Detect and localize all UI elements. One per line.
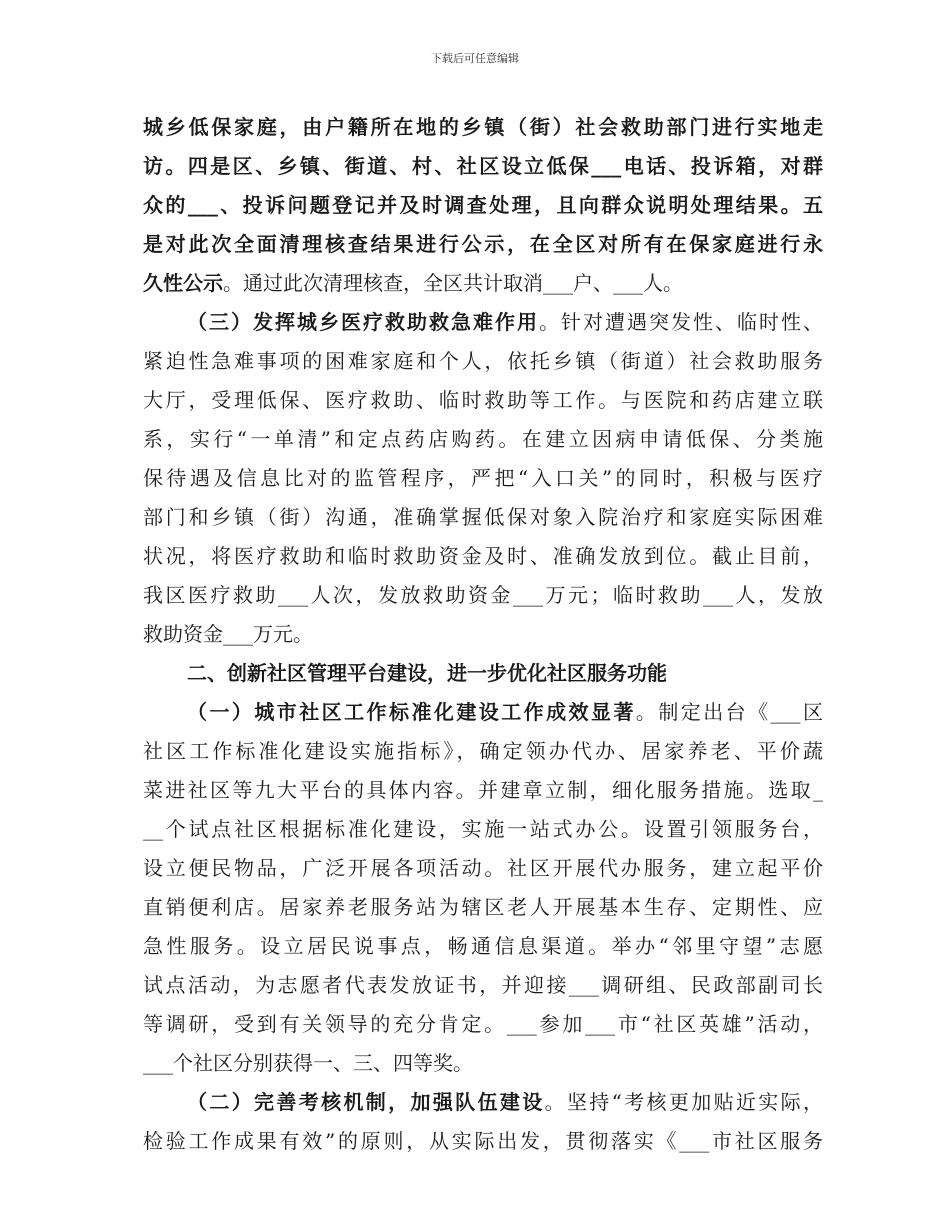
page-header: 下载后可任意编辑 (431, 52, 519, 65)
bold-text: 是对此次全面清理核查结果进行公示，在全区对所有在保家庭进行永 (143, 232, 823, 256)
normal-text: 。通过此次清理核查，全区共计取消___户、___人。 (223, 271, 683, 295)
bold-text: 城乡低保家庭，由户籍所在地的乡镇（街）社会救助部门进行实地走 (143, 115, 823, 139)
text-line (143, 264, 823, 303)
text-line (143, 147, 823, 186)
text-line (143, 615, 823, 654)
normal-text: 状况，将医疗救助和临时救助资金及时、准确发放到位。截止目前， (143, 544, 823, 568)
text-line (143, 537, 823, 576)
normal-text: 。坚持“考核更加贴近实际， (544, 1090, 824, 1114)
normal-text: 我区医疗救助___人次，发放救助资金___万元；临时救助___人，发放 (143, 583, 823, 607)
text-line (143, 732, 823, 771)
bold-text: （二）完善考核机制，加强队伍建设 (187, 1090, 545, 1114)
normal-text: 设立便民物品，广泛开展各项活动。社区开展代办服务，建立起平价 (143, 856, 823, 880)
bold-text: （三）发挥城乡医疗救助救急难作用 (187, 310, 539, 334)
normal-text: 部门和乡镇（街）沟通，准确掌握低保对象入院治疗和家庭实际困难 (143, 505, 823, 529)
text-line (143, 1005, 823, 1044)
normal-text: 等调研，受到有关领导的充分肯定。___参加___市“社区英雄”活动， (143, 1012, 823, 1036)
normal-text: 。制定出台《___区 (635, 700, 824, 724)
text-line (143, 381, 823, 420)
text-line (143, 1044, 823, 1083)
normal-text: 。针对遭遇突发性、临时性、 (539, 310, 823, 334)
text-line (143, 108, 823, 147)
text-line (143, 576, 823, 615)
normal-text: 保待遇及信息比对的监管程序，严把“入口关”的同时，积极与医疗 (143, 466, 823, 490)
text-line (143, 966, 823, 1005)
normal-text: 大厅，受理低保、医疗救助、临时救助等工作。与医院和药店建立联 (143, 388, 823, 412)
text-line (143, 849, 823, 888)
normal-text: ___个社区分别获得一、三、四等奖。 (143, 1051, 473, 1075)
bold-text: 二、创新社区管理平台建设，进一步优化社区服务功能 (187, 661, 667, 685)
text-line (143, 927, 823, 966)
text-line (143, 420, 823, 459)
text-line (143, 1083, 823, 1122)
normal-text: 救助资金___万元。 (143, 622, 313, 646)
normal-text: 检验工作成果有效”的原则，从实际出发，贯彻落实《___市社区服务 (143, 1129, 823, 1153)
document-body (143, 108, 823, 1161)
normal-text: 紧迫性急难事项的困难家庭和个人，依托乡镇（街道）社会救助服务 (143, 349, 823, 373)
text-line (143, 342, 823, 381)
normal-text: __个试点社区根据标准化建设，实施一站式办公。设置引领服务台， (143, 817, 823, 841)
text-line (143, 498, 823, 537)
bold-text: 众的___、投诉问题登记并及时调查处理，且向群众说明处理结果。五 (143, 193, 823, 217)
text-line (143, 459, 823, 498)
bold-text: （一）城市社区工作标准化建设工作成效显著 (187, 700, 636, 724)
normal-text: 菜进社区等九大平台的具体内容。并建章立制，细化服务措施。选取_ (143, 778, 823, 802)
text-line (143, 771, 823, 810)
text-line (143, 225, 823, 264)
normal-text: 直销便利店。居家养老服务站为辖区老人开展基本生存、定期性、应 (143, 895, 823, 919)
normal-text: 急性服务。设立居民说事点，畅通信息渠道。举办“邻里守望”志愿 (143, 934, 823, 958)
normal-text: 系，实行“一单清”和定点药店购药。在建立因病申请低保、分类施 (143, 427, 823, 451)
text-line (143, 186, 823, 225)
normal-text: 试点活动，为志愿者代表发放证书，并迎接___调研组、民政部副司长 (143, 973, 823, 997)
text-line (143, 1122, 823, 1161)
text-line (143, 810, 823, 849)
text-line (143, 303, 823, 342)
bold-text: 久性公示 (143, 271, 223, 295)
normal-text: 社区工作标准化建设实施指标》，确定领办代办、居家养老、平价蔬 (143, 739, 823, 763)
text-line (143, 693, 823, 732)
bold-text: 访。四是区、乡镇、街道、村、社区设立低保___电话、投诉箱，对群 (143, 154, 823, 178)
text-line (143, 654, 823, 693)
text-line (143, 888, 823, 927)
